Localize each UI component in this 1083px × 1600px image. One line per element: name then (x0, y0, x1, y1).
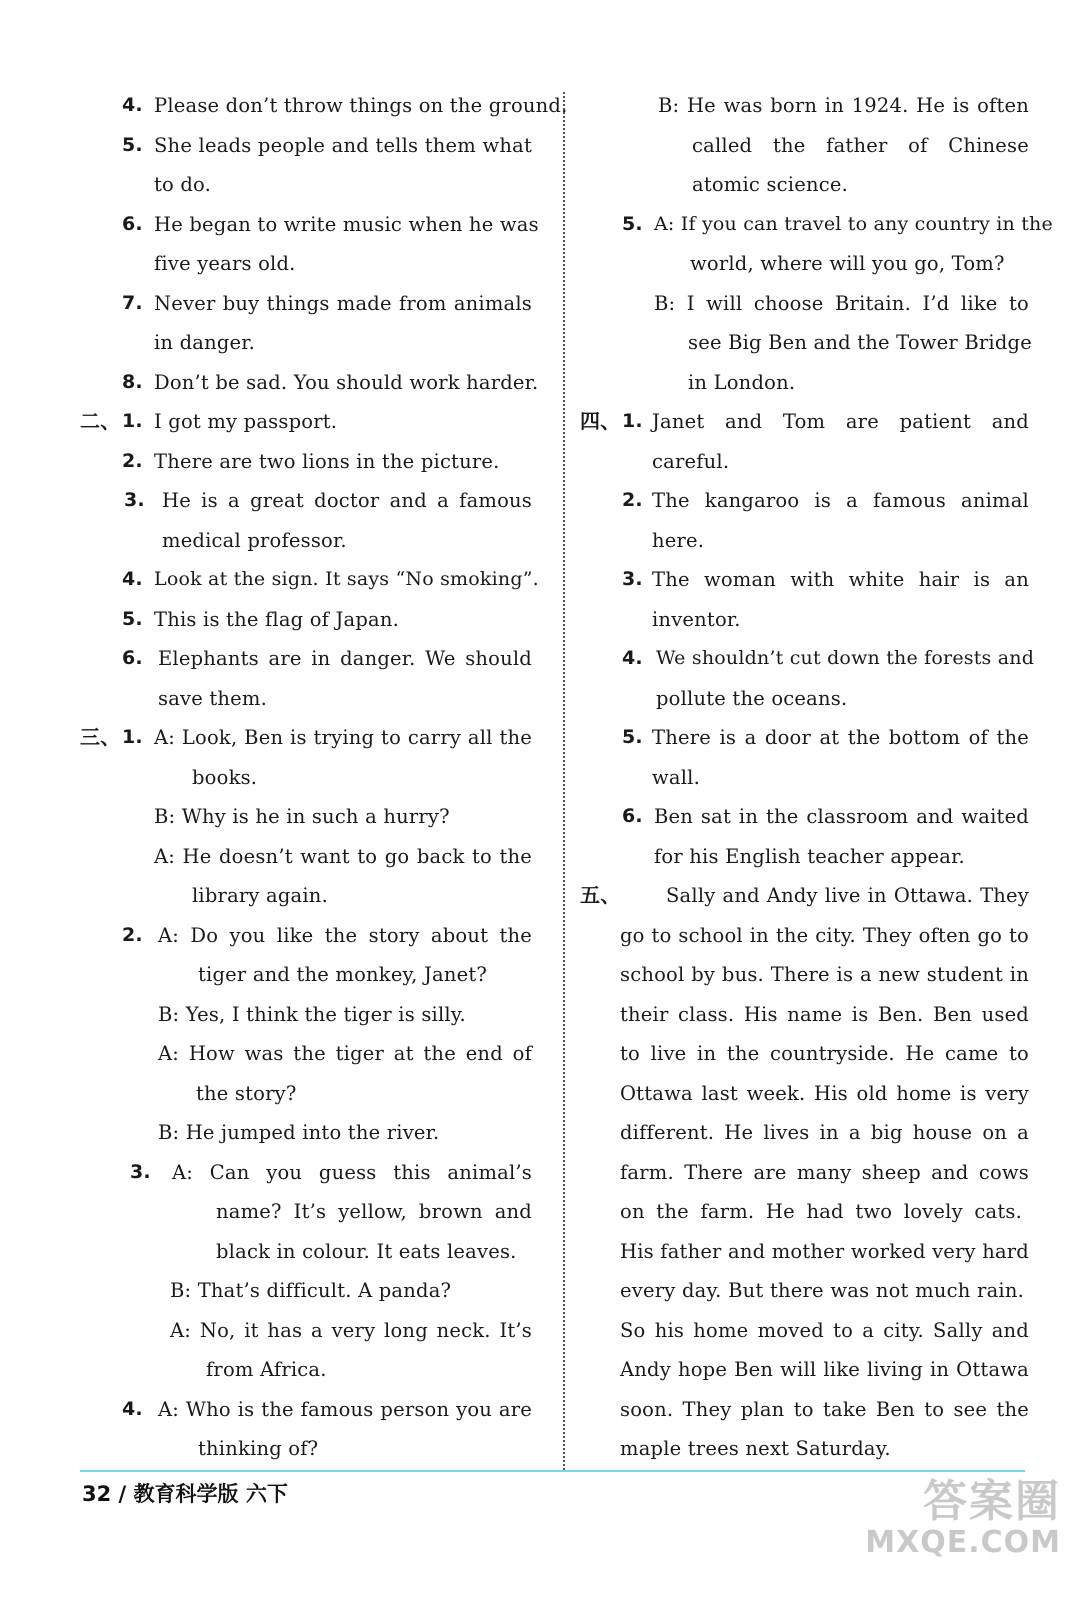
passage-line (580, 1271, 1055, 1311)
q-line (80, 481, 540, 521)
q-line (80, 402, 540, 442)
q-line (80, 1074, 540, 1114)
passage-line (580, 1192, 1055, 1232)
q-line (80, 718, 540, 758)
right-column (580, 86, 1055, 1469)
answer-text: to do. (154, 173, 212, 196)
passage-line (580, 1390, 1055, 1430)
passage-text: Sally and Andy live in Ottawa. They (666, 884, 1029, 907)
q-line (80, 284, 540, 324)
q-line (80, 244, 540, 284)
passage-text: go to school in the city. They often go to (620, 923, 1029, 947)
dialogue-line: black in colour. It eats leaves. (216, 1239, 517, 1263)
question-number: 1. (622, 410, 643, 432)
answer-text: Don’t be sad. You should work harder. (154, 370, 539, 394)
question-number: 5. (622, 726, 643, 748)
book-edition: 教育科学版 六下 (133, 1482, 288, 1506)
dialogue-line: world, where will you go, Tom? (690, 252, 1005, 275)
passage-text: farm. There are many sheep and cows (620, 1160, 1029, 1184)
q-line (580, 402, 1055, 442)
question-number: 6. (122, 647, 143, 669)
q-line (580, 442, 1055, 482)
watermark-logo (865, 1478, 1061, 1559)
question-number: 5. (622, 212, 643, 235)
q-line (80, 363, 540, 403)
question-number: 2. (122, 923, 143, 946)
passage-line (580, 876, 1055, 916)
q-line (580, 244, 1055, 284)
answer-text: He began to write music when he was (154, 212, 539, 236)
question-number: 5. (122, 133, 143, 156)
dialogue-line: name? It’s yellow, brown and (216, 1200, 532, 1223)
question-number: 3. (124, 489, 145, 511)
q-line (580, 797, 1055, 837)
answer-text: wall. (652, 765, 700, 789)
answer-text: careful. (652, 449, 730, 473)
question-number: 8. (122, 370, 143, 393)
answer-text: save them. (158, 686, 268, 710)
q-line (80, 876, 540, 916)
q-line (80, 442, 540, 482)
q-line (80, 639, 540, 679)
dialogue-line: called the father of Chinese (692, 133, 1029, 157)
q-line (80, 679, 540, 719)
passage-line (580, 916, 1055, 956)
q-line (80, 1153, 540, 1193)
q-line (80, 995, 540, 1035)
page-footer (82, 1478, 288, 1508)
q-line (80, 955, 540, 995)
q-line (580, 600, 1055, 640)
column-divider (563, 92, 565, 1470)
dialogue-line: thinking of? (198, 1437, 319, 1460)
watermark-url: MXQE.COM (865, 1525, 1061, 1561)
section-marker: 四、 (580, 409, 621, 433)
q-line (580, 718, 1055, 758)
dialogue-line: the story? (196, 1081, 297, 1105)
answer-text: There is a door at the bottom of the (652, 726, 1029, 749)
dialogue-line: A: He doesn’t want to go back to the (154, 844, 532, 868)
answer-text: pollute the oceans. (656, 686, 848, 710)
answer-text: for his English teacher appear. (654, 844, 965, 868)
dialogue-line: A: If you can travel to any country in the (654, 212, 1053, 235)
answer-text: The woman with white hair is an (652, 568, 1029, 591)
question-number: 4. (122, 1397, 143, 1420)
question-number: 7. (122, 291, 143, 314)
q-line (580, 481, 1055, 521)
passage-text: on the farm. He had two lovely cats. (620, 1200, 1022, 1223)
answer-text: She leads people and tells them what (154, 133, 532, 157)
q-line (80, 205, 540, 245)
answer-text: Never buy things made from animals (154, 291, 532, 315)
q-line (80, 758, 540, 798)
question-number: 6. (122, 212, 143, 235)
answer-text: inventor. (652, 607, 741, 631)
q-line (80, 86, 568, 126)
q-line (580, 679, 1055, 719)
q-line (80, 1350, 540, 1390)
answer-text: Look at the sign. It says “No smoking”. (154, 568, 539, 590)
dialogue-line: B: He was born in 1924. He is often (658, 94, 1029, 117)
answer-text: I got my passport. (154, 410, 338, 433)
q-line (80, 126, 540, 166)
answer-text: Elephants are in danger. We should (158, 647, 532, 670)
dialogue-line: A: Look, Ben is trying to carry all the (154, 726, 532, 749)
dialogue-line: A: Do you like the story about the (158, 923, 532, 947)
dialogue-line: B: Why is he in such a hurry? (154, 805, 450, 828)
answer-text: medical professor. (162, 528, 347, 552)
answer-text: There are two lions in the picture. (154, 449, 500, 473)
passage-line (580, 1113, 1055, 1153)
dialogue-line: B: I will choose Britain. I’d like to (654, 291, 1029, 315)
q-line (80, 600, 540, 640)
passage-text: Andy hope Ben will like living in Ottawa (620, 1358, 1029, 1381)
q-line (80, 521, 540, 561)
answer-text: in danger. (154, 331, 256, 354)
q-line (580, 165, 1055, 205)
section-marker: 五、 (580, 883, 621, 907)
dialogue-line: B: He jumped into the river. (158, 1121, 440, 1144)
question-number: 2. (622, 489, 643, 511)
passage-line (580, 955, 1055, 995)
passage-text: So his home moved to a city. Sally and (620, 1318, 1029, 1342)
answer-text: The kangaroo is a famous animal (652, 489, 1029, 512)
q-line (580, 521, 1055, 561)
passage-line (580, 1034, 1055, 1074)
answer-text: This is the flag of Japan. (154, 607, 400, 631)
left-column (80, 86, 568, 1469)
passage-text: to live in the countryside. He came to (620, 1042, 1029, 1065)
answer-text: five years old. (154, 252, 296, 275)
dialogue-line: A: No, it has a very long neck. It’s (170, 1318, 532, 1342)
question-number: 1. (122, 410, 143, 432)
section-marker: 二、 (80, 409, 121, 433)
question-number: 5. (122, 607, 143, 630)
q-line (80, 837, 540, 877)
section-marker: 三、 (80, 725, 121, 749)
q-line (80, 1113, 540, 1153)
q-line (580, 758, 1055, 798)
q-line (580, 323, 1055, 363)
q-line (80, 916, 540, 956)
passage-line (580, 1350, 1055, 1390)
question-number: 3. (130, 1160, 151, 1183)
answer-text: He is a great doctor and a famous (162, 489, 532, 512)
dialogue-line: in London. (688, 370, 796, 394)
passage-text: Ottawa last week. His old home is very (620, 1081, 1029, 1105)
dialogue-line: library again. (192, 884, 328, 907)
passage-line (580, 1074, 1055, 1114)
passage-text: different. He lives in a big house on a (620, 1121, 1029, 1144)
q-line (80, 1390, 540, 1430)
passage-text: maple trees next Saturday. (620, 1437, 891, 1460)
passage-line (580, 995, 1055, 1035)
footer-rule (80, 1470, 1025, 1472)
q-line (580, 560, 1055, 600)
q-line (580, 284, 1055, 324)
q-line (580, 205, 1055, 245)
passage-text: soon. They plan to take Ben to see the (620, 1397, 1029, 1421)
q-line (580, 86, 1055, 126)
passage-line (580, 1429, 1055, 1469)
passage-text: every day. But there was not much rain. (620, 1279, 1024, 1302)
watermark-title: 答案圈 (923, 1476, 1061, 1527)
passage-text: school by bus. There is a new student in (620, 963, 1029, 986)
answer-text: Ben sat in the classroom and waited (654, 805, 1029, 828)
q-line (80, 560, 540, 600)
q-line (580, 363, 1055, 403)
q-line (580, 837, 1055, 877)
q-line (80, 1192, 540, 1232)
question-number: 4. (622, 647, 643, 669)
passage-text: their class. His name is Ben. Ben used (620, 1002, 1029, 1026)
dialogue-line: books. (192, 765, 258, 789)
question-number: 2. (122, 449, 143, 472)
answer-text: Please don’t throw things on the ground. (154, 94, 568, 117)
q-line (580, 126, 1055, 166)
passage-line (580, 1232, 1055, 1272)
q-line (80, 165, 540, 205)
q-line (80, 797, 540, 837)
page-number: 32 (82, 1482, 112, 1506)
answer-text: We shouldn’t cut down the forests and (656, 647, 1035, 669)
answer-text: Janet and Tom are patient and (652, 410, 1029, 433)
q-line (80, 1271, 540, 1311)
dialogue-line: tiger and the monkey, Janet? (198, 963, 488, 986)
passage-line (580, 1311, 1055, 1351)
q-line (80, 1232, 540, 1272)
dialogue-line: A: How was the tiger at the end of (158, 1042, 532, 1065)
answer-text: here. (652, 528, 705, 552)
dialogue-line: A: Can you guess this animal’s (172, 1160, 532, 1184)
dialogue-line: B: That’s difficult. A panda? (170, 1279, 452, 1302)
question-number: 6. (622, 805, 643, 827)
dialogue-line: see Big Ben and the Tower Bridge (688, 331, 1032, 354)
passage-line (580, 1153, 1055, 1193)
q-line (580, 639, 1055, 679)
passage-text: His father and mother worked very hard (620, 1239, 1029, 1263)
footer-separator: / (118, 1482, 127, 1506)
q-line (80, 1034, 540, 1074)
q-line (80, 323, 540, 363)
dialogue-line: from Africa. (206, 1358, 327, 1381)
question-number: 1. (122, 726, 143, 748)
question-number: 3. (622, 568, 643, 590)
question-number: 4. (122, 568, 143, 590)
question-number: 4. (122, 94, 143, 116)
q-line (80, 1429, 540, 1469)
dialogue-line: A: Who is the famous person you are (158, 1397, 532, 1421)
dialogue-line: atomic science. (692, 173, 848, 196)
q-line (80, 1311, 540, 1351)
dialogue-line: B: Yes, I think the tiger is silly. (158, 1002, 466, 1026)
